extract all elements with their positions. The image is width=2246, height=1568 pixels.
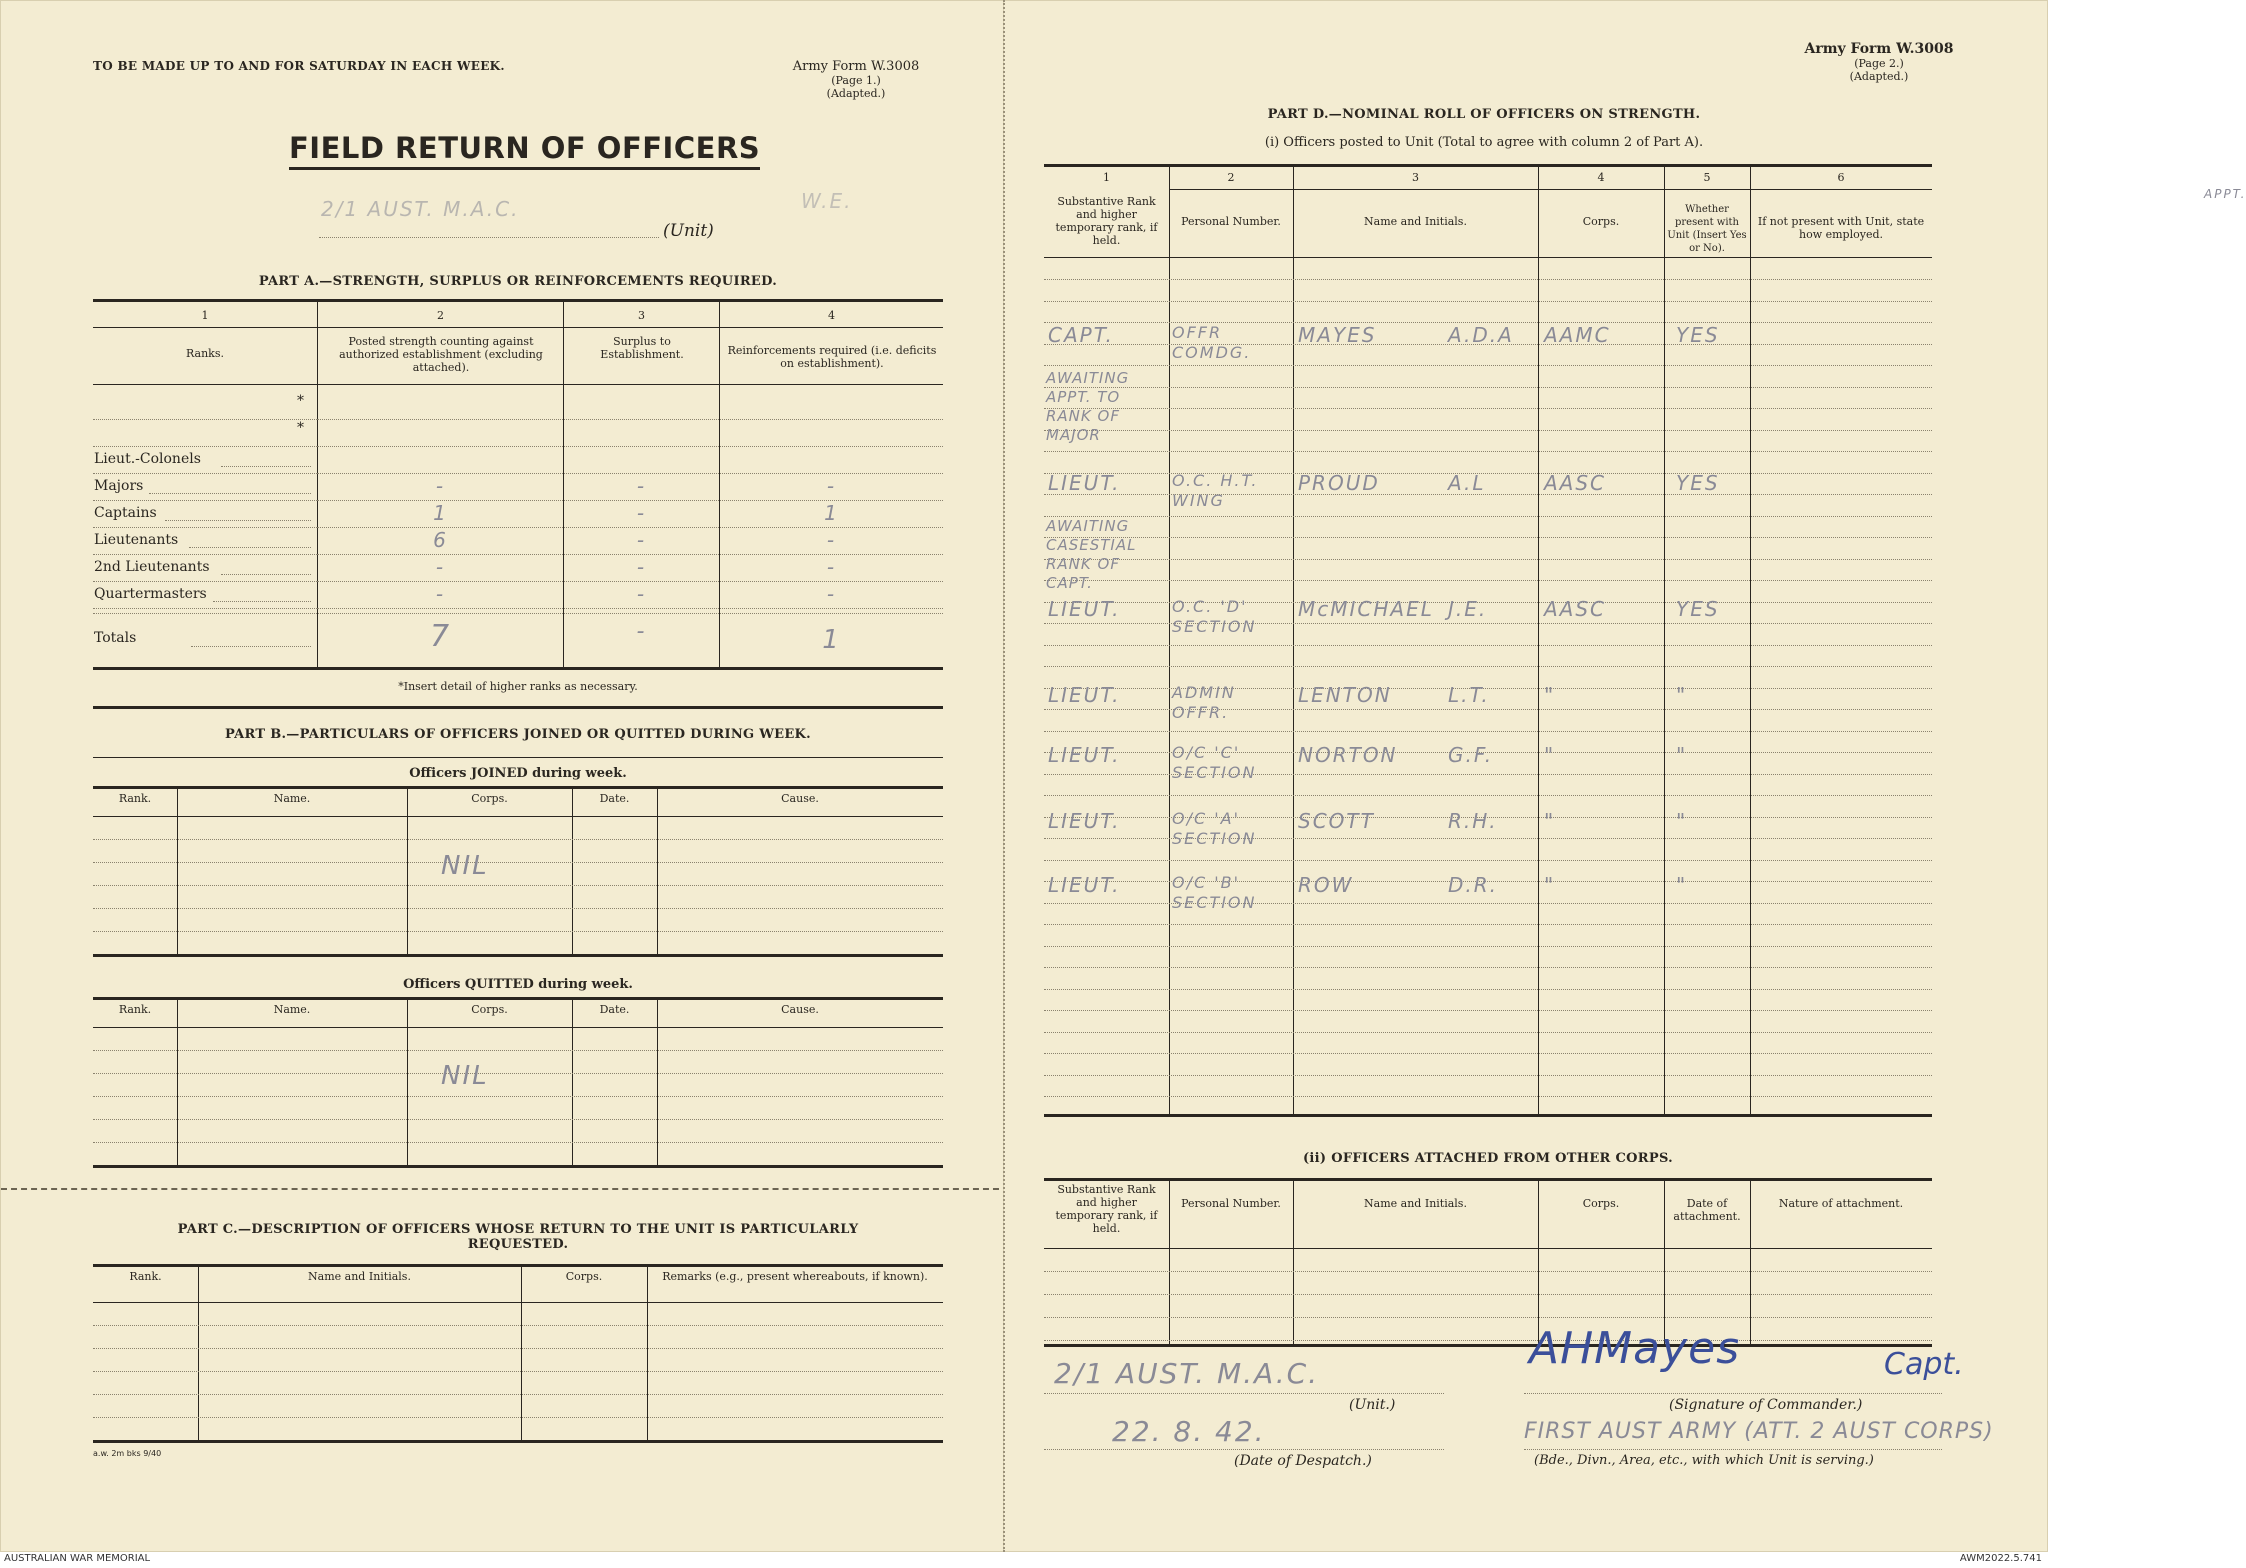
column-divider [572, 786, 573, 954]
column-divider [1664, 164, 1665, 1114]
rule [93, 1264, 943, 1267]
row-rule [1044, 1053, 1932, 1054]
part-a-col-number-2: 2 [437, 309, 444, 322]
part-b-heading: PART B.—PARTICULARS OF OFFICERS JOINED OR QUITTED DURING WEEK. [225, 727, 811, 742]
row-rule [1044, 860, 1932, 861]
rule [1044, 1248, 1932, 1249]
part-a-col-number-3: 3 [638, 309, 645, 322]
officer-present: " [1676, 683, 1688, 707]
column-divider [1169, 164, 1170, 1114]
column-divider [407, 997, 408, 1165]
surplus-cell: - [636, 582, 647, 606]
row-rule [93, 1394, 943, 1395]
form-page-2 [1003, 0, 2246, 1552]
page2-label: (Page 2.) [1854, 57, 1904, 70]
officer-initials: R.H. [1448, 809, 1498, 833]
column-divider [1293, 164, 1294, 1114]
rule [93, 1302, 943, 1303]
attached-col-header: Corps. [1582, 1197, 1620, 1210]
column-divider [1750, 164, 1751, 1114]
leader-dots [221, 466, 311, 467]
signature-rank: Capt. [1884, 1347, 1964, 1382]
officer-rank: LIEUT. [1048, 809, 1121, 833]
part-c-table-col-header: Corps. [565, 1270, 603, 1283]
attached-col-header: Name and Initials. [1364, 1197, 1467, 1210]
column-divider [521, 1264, 522, 1440]
row-rule [1044, 989, 1932, 990]
rule [93, 384, 943, 385]
officer-appointment: O/C 'A' SECTION [1172, 809, 1257, 848]
row-rule [1044, 516, 1932, 517]
row-rule [317, 608, 943, 609]
part-d-col-number: 4 [1597, 171, 1605, 184]
rule [93, 816, 943, 817]
rule [1044, 257, 1932, 258]
footer-unit-handwritten: 2/1 AUST. M.A.C. [1054, 1357, 1320, 1390]
part-c-table-col-header: Remarks (e.g., present whereabouts, if known). [662, 1270, 928, 1283]
rule [1044, 1449, 1444, 1450]
column-divider [1538, 1178, 1539, 1344]
row-rule [93, 419, 317, 420]
part-a-heading: PART A.—STRENGTH, SURPLUS OR REINFORCEMENTS REQUIRED. [258, 274, 778, 289]
officer-initials: L.T. [1448, 683, 1490, 707]
column-divider [572, 997, 573, 1165]
part-a-col-ranks: Ranks. [186, 347, 224, 360]
rank-label: Lieut.-Colonels [94, 451, 201, 467]
column-divider [657, 786, 658, 954]
leader-dots [213, 601, 311, 602]
row-rule [93, 1348, 943, 1349]
print-code: a.w. 2m bks 9/40 [93, 1449, 162, 1458]
despatch-date-handwritten: 22. 8. 42. [1112, 1415, 1266, 1448]
quitted-table-col-header: Date. [599, 1003, 630, 1016]
quitted-table-col-header: Name. [273, 1003, 311, 1016]
officer-appointment: O.C. 'D' SECTION [1172, 597, 1257, 636]
part-a-col-surplus: Surplus to Establishment. [600, 335, 684, 361]
unit-note-handwritten: W.E. [801, 189, 853, 213]
reinforcements-cell: - [826, 528, 837, 552]
column-divider [657, 997, 658, 1165]
officer-rank: LIEUT. [1048, 743, 1121, 767]
quitted-entry: NIL [441, 1061, 489, 1091]
leader-dots [165, 520, 311, 521]
officer-appointment: ADMIN OFFR. [1172, 683, 1236, 722]
signature-label: (Signature of Commander.) [1669, 1397, 1863, 1413]
quitted-heading: Officers QUITTED during week. [403, 977, 633, 992]
row-rule [1044, 559, 1932, 560]
column-divider [647, 1264, 648, 1440]
row-rule [317, 446, 943, 447]
attached-col-header: Nature of attachment. [1778, 1197, 1904, 1210]
officer-present: YES [1676, 323, 1720, 347]
row-rule [1044, 451, 1932, 452]
joined-table-col-header: Date. [599, 792, 630, 805]
posted-strength-cell: - [435, 582, 446, 606]
rule [1044, 1344, 1932, 1347]
officer-name: PROUD [1298, 471, 1380, 495]
officer-corps: AASC [1544, 471, 1607, 495]
officer-corps: AAMC [1544, 323, 1611, 347]
row-rule [93, 554, 317, 555]
officer-corps: AASC [1544, 597, 1607, 621]
row-rule [1044, 967, 1932, 968]
officer-rank: LIEUT. [1048, 597, 1121, 621]
part-d-col-number: 2 [1227, 171, 1235, 184]
row-rule [1044, 1317, 1932, 1318]
rank-label: Lieutenants [94, 532, 179, 548]
row-rule [1044, 1075, 1932, 1076]
column-divider [407, 786, 408, 954]
officer-name: LENTON [1298, 683, 1392, 707]
totals-posted: 7 [429, 619, 452, 654]
part-a-col-reinforcements: Reinforcements required (i.e. deficits on establishment). [727, 344, 937, 370]
joined-table-col-header: Name. [273, 792, 311, 805]
rank-label: * [297, 420, 304, 436]
rule [93, 613, 943, 614]
quitted-table-col-header: Cause. [781, 1003, 819, 1016]
row-rule [1044, 279, 1932, 280]
rank-label: Quartermasters [94, 586, 207, 602]
joined-table-col-header: Rank. [118, 792, 152, 805]
officer-rank: LIEUT. [1048, 873, 1121, 897]
rule [1044, 1178, 1932, 1181]
leader-dots [149, 493, 311, 494]
rule [93, 1165, 943, 1168]
page-title [289, 131, 760, 165]
adapted-label: (Adapted.) [826, 87, 886, 100]
officer-corps: " [1544, 873, 1556, 897]
row-rule [93, 581, 317, 582]
officer-name: ROW [1298, 873, 1354, 897]
page2-adapted: (Adapted.) [1849, 70, 1909, 83]
totals-surplus: - [636, 619, 647, 644]
row-rule [93, 1325, 943, 1326]
rank-label: Majors [94, 478, 144, 494]
row-rule [1044, 580, 1932, 581]
leader-dots [221, 574, 311, 575]
row-rule [1044, 408, 1932, 409]
part-d-subheading: (i) Officers posted to Unit (Total to agree with column 2 of Part A). [1264, 135, 1704, 150]
officer-name: McMICHAEL [1298, 597, 1434, 621]
row-rule [93, 1142, 943, 1143]
part-c-heading [93, 1222, 943, 1252]
attached-col-header: Date of attachment. [1673, 1197, 1741, 1223]
column-divider [1169, 1178, 1170, 1344]
archive-strip [0, 1552, 2048, 1568]
column-divider [177, 786, 178, 954]
row-rule [1044, 537, 1932, 538]
officer-present: YES [1676, 471, 1720, 495]
officer-note: AWAITING APPT. TO RANK OF MAJOR [1046, 369, 1130, 444]
row-rule [1044, 946, 1932, 947]
row-rule [1044, 1294, 1932, 1295]
officer-name: NORTON [1298, 743, 1398, 767]
reinforcements-cell: - [826, 555, 837, 579]
col2-annotation: APPT. [2204, 187, 2246, 201]
part-d-col-number: 5 [1703, 171, 1711, 184]
form-number [771, 59, 941, 100]
surplus-cell: - [636, 474, 647, 498]
row-rule [93, 839, 943, 840]
posted-strength-cell: 1 [433, 501, 448, 525]
row-rule [1044, 731, 1932, 732]
joined-table-col-header: Cause. [781, 792, 819, 805]
row-rule [93, 446, 317, 447]
officer-initials: A.D.A [1448, 323, 1514, 347]
rule [93, 1440, 943, 1443]
row-rule [317, 419, 943, 420]
page-fold [1003, 0, 1008, 1552]
part-d-col-header: Substantive Rank and higher temporary rank, if held. [1055, 195, 1158, 247]
serving-label: (Bde., Divn., Area, etc., with which Unit is serving.) [1534, 1453, 1874, 1468]
part-d-col-header: Name and Initials. [1364, 215, 1467, 228]
rule [1044, 1393, 1444, 1394]
part-c-table-col-header: Name and Initials. [308, 1270, 411, 1283]
part-d-heading: PART D.—NOMINAL ROLL OF OFFICERS ON STRENGTH. [1267, 107, 1701, 122]
officer-appointment: OFFR COMDG. [1172, 323, 1252, 362]
rule [93, 997, 943, 1000]
officer-present: " [1676, 873, 1688, 897]
surplus-cell: - [636, 555, 647, 579]
officer-appointment: O.C. H.T. WING [1172, 471, 1259, 510]
unit-handwritten: 2/1 AUST. M.A.C. [321, 197, 520, 221]
officer-initials: D.R. [1448, 873, 1499, 897]
archive-credit: AUSTRALIAN WAR MEMORIAL [4, 1553, 151, 1564]
row-rule [1044, 1271, 1932, 1272]
row-rule [1044, 430, 1932, 431]
row-rule [1044, 1096, 1932, 1097]
unit-line [319, 237, 659, 238]
row-rule [1044, 365, 1932, 366]
column-divider [1750, 1178, 1751, 1344]
officer-initials: J.E. [1448, 597, 1488, 621]
part-d-col-number: 6 [1837, 171, 1845, 184]
column-divider [1538, 164, 1539, 1114]
column-divider [177, 997, 178, 1165]
officer-appointment: O/C 'B' SECTION [1172, 873, 1257, 912]
posted-strength-cell: - [435, 474, 446, 498]
row-rule [93, 473, 317, 474]
row-rule [1044, 924, 1932, 925]
rule [93, 954, 943, 957]
surplus-cell: - [636, 501, 647, 525]
form-number-text: Army Form W.3008 [792, 59, 920, 74]
officer-present: " [1676, 743, 1688, 767]
footer-unit-label: (Unit.) [1349, 1397, 1396, 1413]
rule [1524, 1393, 1942, 1394]
rule [1169, 189, 1932, 190]
row-rule [93, 862, 943, 863]
row-rule [1044, 795, 1932, 796]
officer-note: AWAITING CASESTIAL RANK OF CAPT. [1046, 517, 1137, 592]
rule [93, 706, 943, 709]
rule [93, 757, 943, 758]
officer-rank: LIEUT. [1048, 683, 1121, 707]
part-d-col-header: Personal Number. [1181, 215, 1281, 228]
row-rule [1044, 387, 1932, 388]
part-d-col-number: 3 [1412, 171, 1419, 184]
form-number-p2 [1764, 41, 1994, 83]
rule [1044, 164, 1932, 167]
row-rule [1044, 666, 1932, 667]
row-rule [1044, 1340, 1932, 1341]
joined-heading: Officers JOINED during week. [409, 766, 627, 781]
row-rule [93, 1050, 943, 1051]
top-instruction: TO BE MADE UP TO AND FOR SATURDAY IN EACH WEEK. [93, 59, 505, 73]
rule [1524, 1449, 1942, 1450]
posted-strength-cell: - [435, 555, 446, 579]
rule [93, 299, 943, 302]
part-d-col-header: Corps. [1582, 215, 1620, 228]
rank-label: Captains [94, 505, 157, 521]
row-rule [93, 500, 317, 501]
form-page-1 [0, 0, 1008, 1552]
officer-rank: LIEUT. [1048, 471, 1121, 495]
posted-strength-cell: 6 [433, 528, 448, 552]
rule [93, 786, 943, 789]
serving-handwritten: FIRST AUST ARMY (ATT. 2 AUST CORPS) [1524, 1419, 1994, 1444]
row-rule [1044, 1010, 1932, 1011]
commander-signature: AHMayes [1529, 1323, 1741, 1374]
part-a-col-number-1: 1 [201, 309, 209, 322]
quitted-table-col-header: Corps. [471, 1003, 508, 1016]
rule [93, 667, 943, 670]
joined-entry: NIL [441, 851, 489, 881]
page-label: (Page 1.) [831, 74, 881, 87]
archive-reference: AWM2022.5.741 [1959, 1553, 2042, 1564]
row-rule [1044, 645, 1932, 646]
part-c-heading-line2: REQUESTED. [467, 1237, 569, 1252]
rank-label: 2nd Lieutenants [94, 559, 210, 575]
officer-rank: CAPT. [1048, 323, 1114, 347]
form-number-p2-text: Army Form W.3008 [1804, 41, 1954, 57]
totals-reinforcements: 1 [822, 625, 841, 655]
row-rule [93, 1096, 943, 1097]
rule [1044, 1114, 1932, 1117]
officer-appointment: O/C 'C' SECTION [1172, 743, 1257, 782]
row-rule [93, 608, 317, 609]
column-divider [1664, 1178, 1665, 1344]
officer-corps: " [1544, 743, 1556, 767]
despatch-date-label: (Date of Despatch.) [1234, 1453, 1372, 1469]
rule [191, 646, 311, 647]
rank-label: * [297, 393, 304, 409]
rule [93, 327, 943, 328]
column-divider [198, 1264, 199, 1440]
row-rule [93, 1417, 943, 1418]
officer-present: YES [1676, 597, 1720, 621]
officer-initials: G.F. [1448, 743, 1494, 767]
part-c-table-col-header: Rank. [129, 1270, 162, 1283]
attached-col-header: Personal Number. [1181, 1197, 1281, 1210]
unit-label: (Unit) [663, 221, 714, 241]
row-rule [93, 1119, 943, 1120]
part-d-col-header: Whether present with Unit (Insert Yes or No). [1667, 204, 1747, 254]
row-rule [93, 885, 943, 886]
part-d-col-header: If not present with Unit, state how employed. [1757, 215, 1925, 241]
officer-corps: " [1544, 809, 1556, 833]
row-rule [93, 527, 317, 528]
row-rule [1044, 1032, 1932, 1033]
row-rule [93, 1371, 943, 1372]
reinforcements-cell: - [826, 582, 837, 606]
officer-name: MAYES [1298, 323, 1377, 347]
rule [93, 1027, 943, 1028]
leader-dots [189, 547, 311, 548]
column-divider [1293, 1178, 1294, 1344]
reinforcements-cell: 1 [824, 501, 839, 525]
totals-label: Totals [94, 630, 137, 646]
part-d-col-number: 1 [1103, 171, 1110, 184]
row-rule [93, 908, 943, 909]
part-a-col-posted: Posted strength counting against authorized establishment (excluding attached). [339, 335, 543, 374]
page-title-text: FIELD RETURN OF OFFICERS [289, 131, 760, 170]
attached-heading: (ii) OFFICERS ATTACHED FROM OTHER CORPS. [1302, 1151, 1673, 1166]
joined-table-col-header: Corps. [471, 792, 508, 805]
officer-present: " [1676, 809, 1688, 833]
row-rule [1044, 301, 1932, 302]
part-a-col-number-4: 4 [828, 309, 835, 322]
officer-name: SCOTT [1298, 809, 1375, 833]
row-rule [93, 931, 943, 932]
officer-initials: A.L [1448, 471, 1486, 495]
surplus-cell: - [636, 528, 647, 552]
part-a-footnote: *Insert detail of higher ranks as necessary. [398, 680, 638, 693]
part-c-heading-line1: PART C.—DESCRIPTION OF OFFICERS WHOSE RETURN TO THE UNIT IS PARTICULARLY [177, 1222, 859, 1237]
row-rule [93, 1073, 943, 1074]
quitted-table-col-header: Rank. [118, 1003, 152, 1016]
officer-corps: " [1544, 683, 1556, 707]
attached-col-header: Substantive Rank and higher temporary rank, if held. [1055, 1183, 1158, 1235]
tear-line [1, 1188, 1009, 1190]
reinforcements-cell: - [826, 474, 837, 498]
